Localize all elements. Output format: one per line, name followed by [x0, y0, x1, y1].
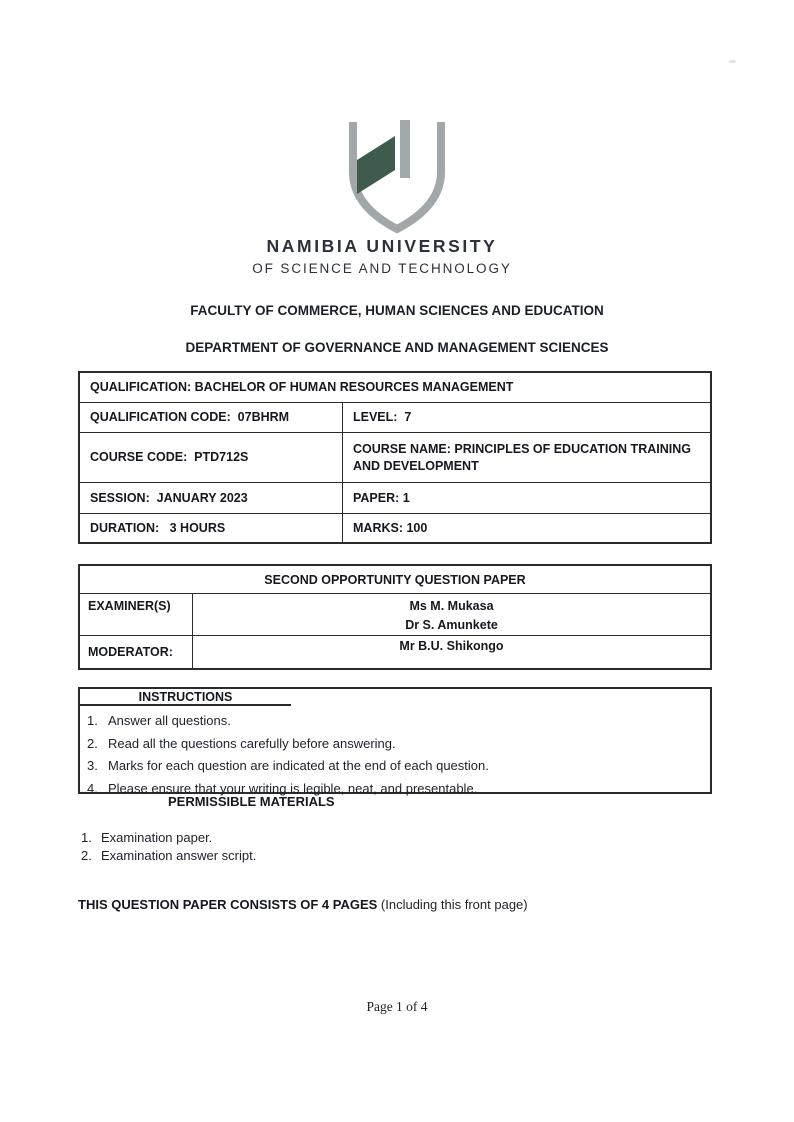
instruction-number: 2. [87, 735, 98, 751]
university-wordmark [0, 236, 764, 276]
material-item [81, 829, 256, 847]
material-text: Examination answer script. [101, 847, 257, 863]
page-count-regular: (Including this front page) [377, 897, 528, 912]
instruction-text: Answer all questions. [108, 713, 231, 728]
faculty-heading: FACULTY OF COMMERCE, HUMAN SCIENCES AND EDUCATION [190, 303, 604, 318]
paper-cell: PAPER: 1 [342, 482, 710, 513]
university-subname: OF SCIENCE AND TECHNOLOGY [252, 261, 512, 276]
moderator-label: MODERATOR: [80, 635, 192, 668]
nust-shield-logo [332, 116, 462, 238]
course-name-cell: COURSE NAME: PRINCIPLES OF EDUCATION TRAINING AND DEVELOPMENT [342, 432, 710, 482]
course-code-cell: COURSE CODE: PTD712S [80, 432, 342, 482]
examiner-names [192, 593, 710, 635]
material-number: 2. [81, 847, 92, 863]
paper-title: SECOND OPPORTUNITY QUESTION PAPER [264, 572, 526, 587]
shield-green-band-icon [357, 136, 395, 194]
level-cell: LEVEL: 7 [342, 402, 710, 432]
scan-smudge [729, 60, 736, 63]
instruction-text: Marks for each question are indicated at the end of each question. [108, 758, 489, 773]
course-info-table [78, 371, 712, 544]
material-number: 1. [81, 830, 92, 845]
examiner-name: Dr S. Amunkete [405, 618, 498, 632]
instruction-item [87, 710, 704, 733]
instruction-item [87, 733, 704, 756]
material-item [81, 847, 256, 865]
instruction-number: 1. [87, 713, 98, 728]
instructions-list [80, 706, 710, 800]
material-text: Examination paper. [101, 830, 213, 845]
instruction-text: Please ensure that your writing is legible, neat, and presentable. [108, 780, 478, 796]
examiner-label: EXAMINER(S) [80, 593, 192, 635]
qualification-cell: QUALIFICATION: BACHELOR OF HUMAN RESOURCES MANAGEMENT [90, 380, 514, 395]
qualification-code-cell: QUALIFICATION CODE: 07BHRM [80, 402, 342, 432]
instructions-box [78, 687, 712, 794]
university-name: NAMIBIA UNIVERSITY [266, 236, 498, 256]
moderator-name: Mr B.U. Shikongo [192, 635, 710, 668]
marks-cell: MARKS: 100 [342, 513, 710, 542]
instruction-item [87, 755, 704, 778]
examiner-name: Ms M. Mukasa [409, 599, 494, 613]
session-cell: SESSION: JANUARY 2023 [80, 482, 342, 513]
instruction-text: Read all the questions carefully before answering. [108, 735, 396, 751]
permissible-materials-list [81, 829, 256, 864]
duration-cell: DURATION: 3 HOURS [80, 513, 342, 542]
department-heading: DEPARTMENT OF GOVERNANCE AND MANAGEMENT SCIENCES [185, 340, 609, 355]
page-count-bold: THIS QUESTION PAPER CONSISTS OF 4 PAGES [78, 897, 378, 912]
instruction-number: 3. [87, 758, 98, 773]
instructions-title: INSTRUCTIONS [80, 689, 291, 706]
exam-header-table [78, 564, 712, 670]
instruction-number: 4. [87, 780, 98, 796]
permissible-materials-title: PERMISSIBLE MATERIALS [168, 794, 335, 809]
page-count-notice [78, 897, 528, 912]
page-number: Page 1 of 4 [366, 999, 428, 1014]
